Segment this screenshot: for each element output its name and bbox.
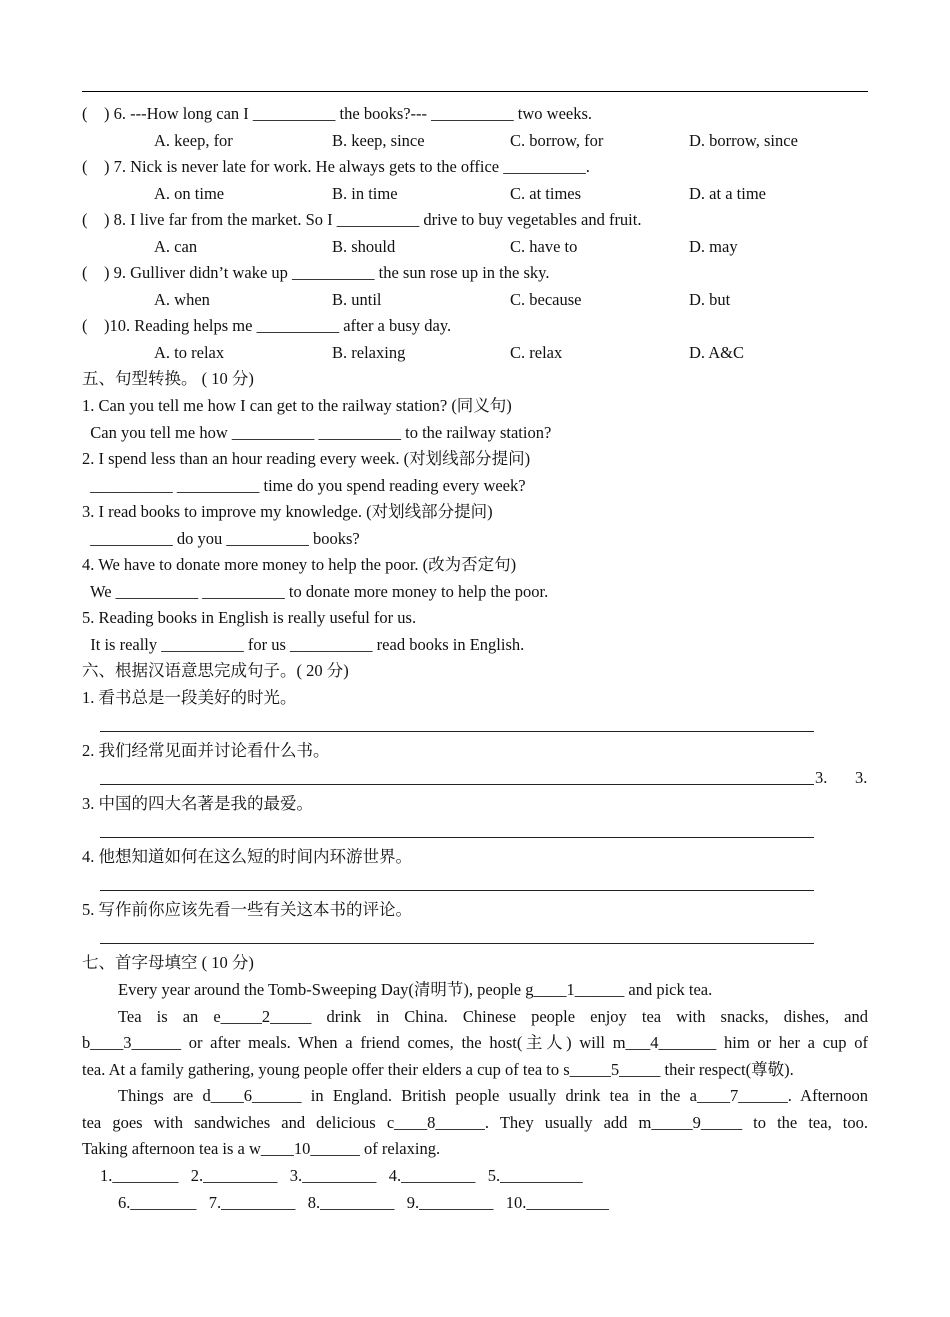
stray-number: 3. bbox=[815, 768, 828, 787]
s6-answer-line-5 bbox=[100, 943, 814, 944]
s6-answer-line-3 bbox=[100, 837, 814, 838]
s7-answer-row-1: 1.________ 2._________ 3._________ 4._________ 5.__________ bbox=[100, 1166, 583, 1185]
question-8: ( ) 8. I live far from the market. So I __________ drive to buy vegetables and fruit. bbox=[82, 210, 642, 229]
s5-question-5: 5. Reading books in English is really useful for us. bbox=[82, 608, 417, 627]
s5-question-3: 3. I read books to improve my knowledge. (对划线部分提问) bbox=[82, 502, 493, 521]
section7-heading: 七、首字母填空 ( 10 分) bbox=[82, 953, 254, 972]
q9-option-c: C. because bbox=[510, 290, 582, 309]
s7-paragraph-1: Every year around the Tomb-Sweeping Day(清明节), people g____1______ and pick tea. bbox=[118, 980, 713, 999]
q7-option-c: C. at times bbox=[510, 184, 582, 203]
q9-option-d: D. but bbox=[689, 290, 731, 309]
s5-answer-2: __________ __________ time do you spend reading every week? bbox=[82, 476, 526, 495]
q8-option-b: B. should bbox=[332, 237, 396, 256]
question-10: ( )10. Reading helps me __________ after a busy day. bbox=[82, 316, 452, 335]
s5-question-2: 2. I spend less than an hour reading every week. (对划线部分提问) bbox=[82, 449, 531, 468]
q10-option-a: A. to relax bbox=[154, 343, 225, 362]
s5-answer-3: __________ do you __________ books? bbox=[82, 529, 360, 548]
s5-question-1: 1. Can you tell me how I can get to the railway station? (同义句) bbox=[82, 396, 512, 415]
q6-option-c: C. borrow, for bbox=[510, 131, 604, 150]
q10-option-c: C. relax bbox=[510, 343, 563, 362]
s7-paragraph-3-line-1: Things are d____6______ in England. British people usually drink tea in the a____7______. Afternoon bbox=[118, 1086, 868, 1105]
q10-option-d: D. A&C bbox=[689, 343, 745, 362]
q6-option-d: D. borrow, since bbox=[689, 131, 798, 150]
s7-paragraph-2-line-3: tea. At a family gathering, young people offer their elders a cup of tea to s_____5_____ their respect(尊敬). bbox=[82, 1060, 794, 1079]
s7-paragraph-3-line-3: Taking afternoon tea is a w____10______ of relaxing. bbox=[82, 1139, 441, 1158]
s7-paragraph-2-line-1: Tea is an e_____2_____ drink in China. Chinese people enjoy tea with snacks, dishes, and bbox=[118, 1007, 868, 1026]
question-9: ( ) 9. Gulliver didn’t wake up __________ the sun rose up in the sky. bbox=[82, 263, 550, 282]
q8-option-a: A. can bbox=[154, 237, 198, 256]
s6-answer-line-1 bbox=[100, 731, 814, 732]
s7-paragraph-2-line-2: b____3______ or after meals. When a friend comes, the host(主人) will m___4_______ him or her a cup of bbox=[82, 1033, 868, 1052]
q8-option-c: C. have to bbox=[510, 237, 578, 256]
s7-paragraph-3-line-2: tea goes with sandwiches and delicious c____8______. They usually add m_____9_____ to the tea, too. bbox=[82, 1113, 868, 1132]
q6-option-b: B. keep, since bbox=[332, 131, 425, 150]
s6-item-1: 1. 看书总是一段美好的时光。 bbox=[82, 688, 297, 707]
stray-number: 3. bbox=[855, 768, 868, 787]
s6-item-2: 2. 我们经常见面并讨论看什么书。 bbox=[82, 741, 330, 760]
s7-answer-row-2: 6.________ 7._________ 8._________ 9._________ 10.__________ bbox=[118, 1193, 609, 1212]
s5-answer-5: It is really __________ for us __________ read books in English. bbox=[82, 635, 525, 654]
q8-option-d: D. may bbox=[689, 237, 738, 256]
q7-option-b: B. in time bbox=[332, 184, 398, 203]
top-rule bbox=[82, 91, 868, 92]
section5-heading: 五、句型转换。 ( 10 分) bbox=[82, 369, 254, 388]
s6-answer-line-2 bbox=[100, 784, 814, 785]
question-7: ( ) 7. Nick is never late for work. He always gets to the office __________. bbox=[82, 157, 590, 176]
question-6: ( ) 6. ---How long can I __________ the books?--- __________ two weeks. bbox=[82, 104, 593, 123]
q7-option-a: A. on time bbox=[154, 184, 225, 203]
s6-item-5: 5. 写作前你应该先看一些有关这本书的评论。 bbox=[82, 900, 412, 919]
q9-option-b: B. until bbox=[332, 290, 382, 309]
q9-option-a: A. when bbox=[154, 290, 210, 309]
s6-item-3: 3. 中国的四大名著是我的最爱。 bbox=[82, 794, 313, 813]
q6-option-a: A. keep, for bbox=[154, 131, 233, 150]
q7-option-d: D. at a time bbox=[689, 184, 766, 203]
s5-answer-4: We __________ __________ to donate more money to help the poor. bbox=[82, 582, 549, 601]
s6-item-4: 4. 他想知道如何在这么短的时间内环游世界。 bbox=[82, 847, 412, 866]
s6-answer-line-4 bbox=[100, 890, 814, 891]
section6-heading: 六、根据汉语意思完成句子。( 20 分) bbox=[82, 661, 349, 680]
s5-answer-1: Can you tell me how __________ __________ to the railway station? bbox=[82, 423, 552, 442]
q10-option-b: B. relaxing bbox=[332, 343, 406, 362]
s5-question-4: 4. We have to donate more money to help the poor. (改为否定句) bbox=[82, 555, 517, 574]
